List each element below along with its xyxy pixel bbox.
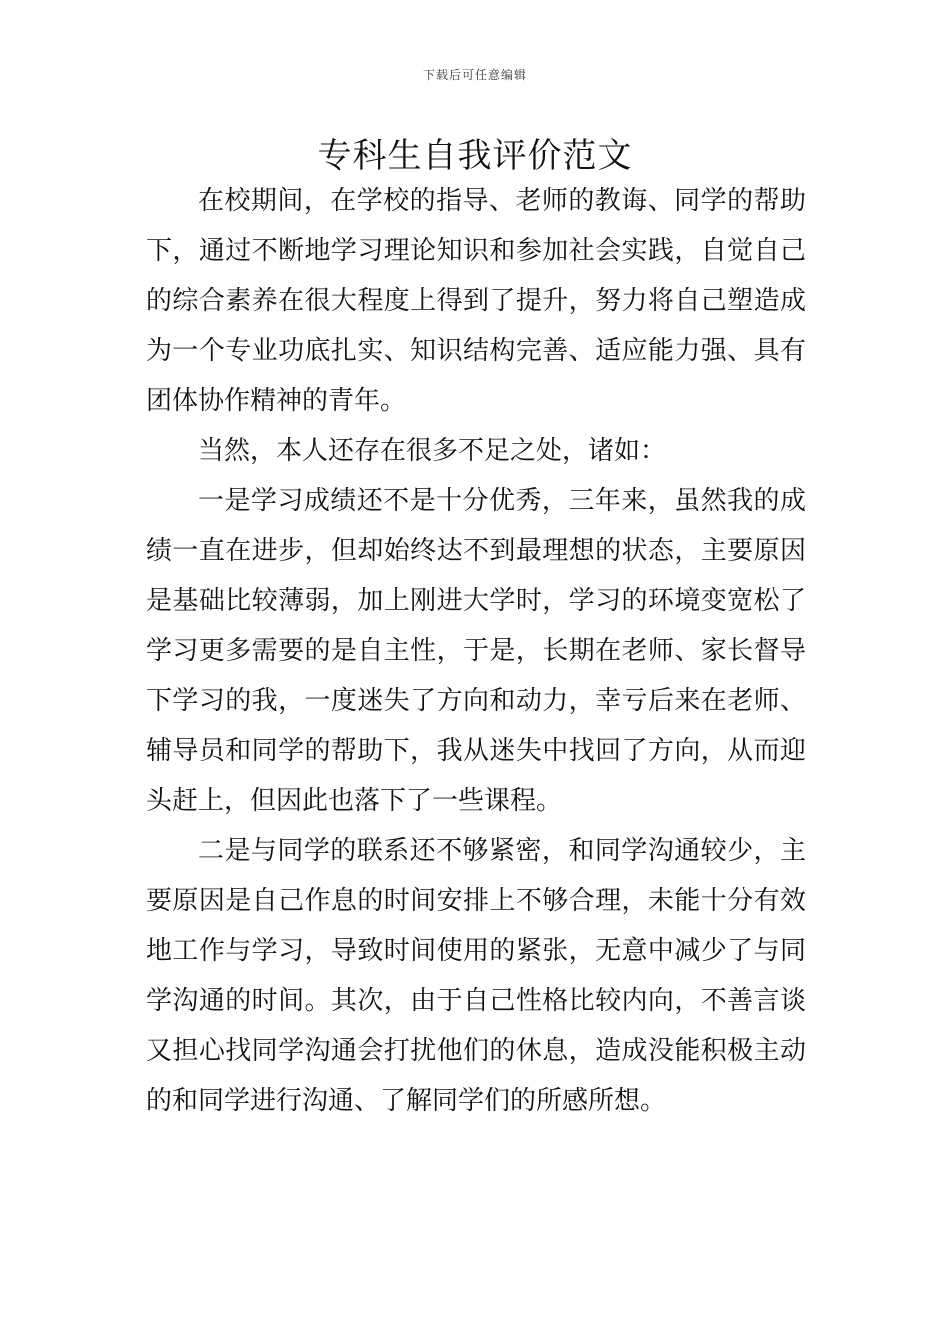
paragraph-point-one: 一是学习成绩还不是十分优秀，三年来，虽然我的成绩一直在进步，但却始终达不到最理想的状态，主要原因是基础比较薄弱，加上刚进大学时，学习的环境变宽松了学习更多需要的是自主性，于是，长期在老师、家长督导下学习的我，一度迷失了方向和动力，幸亏后来在老师、辅导员和同学的帮助下，我从迷失中找回了方向，从而迎头赶上，但因此也落下了一些课程。 [146, 486, 806, 816]
paragraph-intro: 在校期间，在学校的指导、老师的教诲、同学的帮助下，通过不断地学习理论知识和参加社会实践，自觉自己的综合素养在很大程度上得到了提升，努力将自己塑造成为一个专业功底扎实、知识结构完善、适应能力强、具有团体协作精神的青年。 [146, 186, 806, 416]
document-body [146, 176, 806, 1126]
paragraph-point-two: 二是与同学的联系还不够紧密，和同学沟通较少，主要原因是自己作息的时间安排上不够合理，未能十分有效地工作与学习，导致时间使用的紧张，无意中减少了与同学沟通的时间。其次，由于自己性格比较内向，不善言谈又担心找同学沟通会打扰他们的休息，造成没能积极主动的和同学进行沟通、了解同学们的所感所想。 [146, 836, 806, 1116]
paragraph-shortcomings-lead: 当然，本人还存在很多不足之处，诸如： [198, 436, 667, 466]
document-title: 专科生自我评价范文 [317, 136, 633, 176]
header-note: 下载后可任意编辑 [422, 68, 527, 82]
